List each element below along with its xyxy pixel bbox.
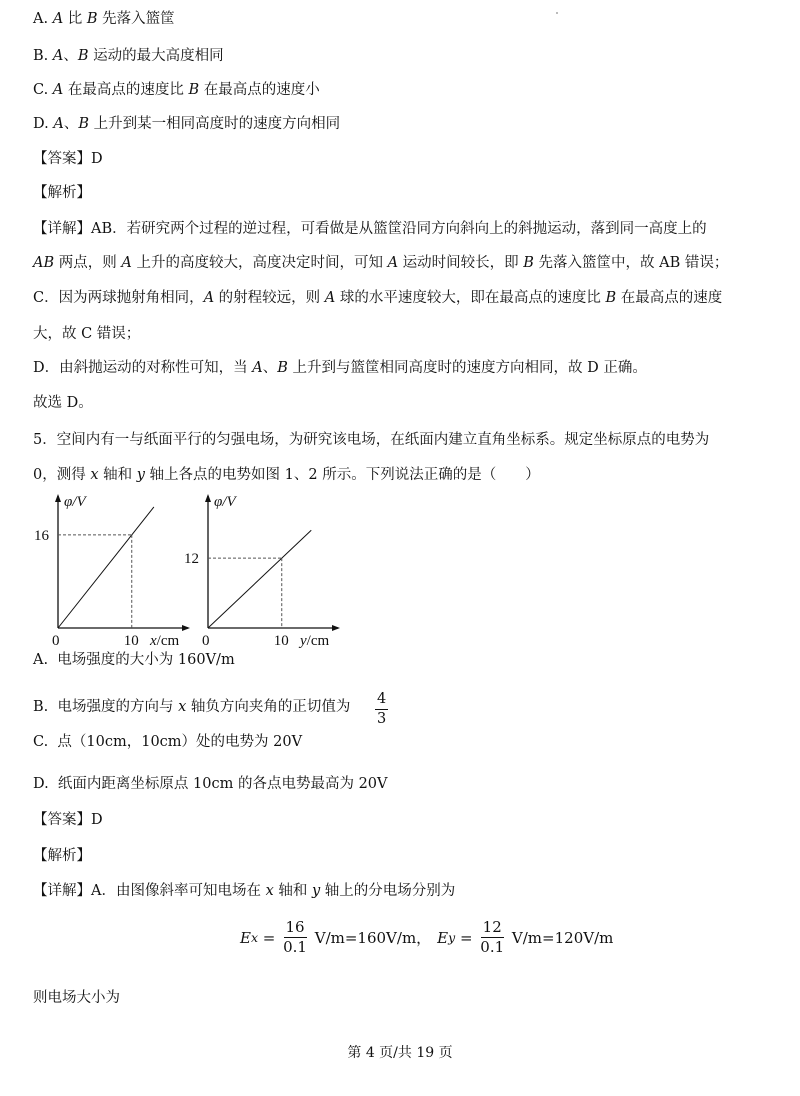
x-axis-variable: y	[300, 633, 307, 648]
text-segment: 上升的高度较大，高度决定时间，可知	[131, 255, 388, 271]
text-segment: 的射程较远，则	[214, 290, 325, 306]
text-line	[33, 881, 455, 901]
text-segment: 运动的最大高度相同	[88, 48, 224, 64]
text-segment: B.	[33, 48, 53, 64]
text-line	[33, 465, 540, 485]
text-segment: 两点，则	[54, 255, 122, 271]
math-variable: B	[523, 255, 534, 271]
text-segment: 轴上的分电场分别为	[320, 883, 456, 899]
text-line	[33, 732, 302, 752]
text-line	[33, 80, 320, 100]
math-variable: B	[77, 48, 89, 64]
text-segment: C.	[33, 82, 53, 98]
text-segment: 【答案】D	[33, 151, 103, 167]
ex-subscript: x	[250, 930, 259, 945]
x-tick-label: 0	[52, 633, 60, 648]
math-variable: B	[605, 290, 617, 306]
text-segment: 先落入篮筐	[97, 11, 175, 27]
text-segment: D.	[33, 116, 54, 132]
math-variable: B	[86, 11, 98, 27]
text-line	[33, 183, 91, 203]
text-line	[33, 774, 388, 794]
x-axis-variable: x	[150, 633, 157, 648]
y-tick-label: 16	[34, 527, 49, 544]
text-segment: 比	[63, 11, 87, 27]
equals: =	[258, 928, 281, 947]
data-line	[208, 530, 311, 628]
text-line	[33, 846, 91, 866]
x-tick-label: 10	[123, 633, 139, 648]
x-tick-label: 10	[273, 633, 289, 648]
text-segment: C．因为两球抛射角相同，	[33, 290, 204, 306]
text-segment: 、	[63, 116, 79, 132]
math-variable: B	[277, 360, 288, 376]
ey-result: V/m=120V/m	[507, 928, 614, 947]
math-variable: A	[203, 290, 215, 306]
text-segment: 轴和	[273, 883, 312, 899]
math-variable: A	[252, 360, 263, 376]
text-line	[33, 810, 103, 830]
equals: =	[455, 928, 478, 947]
ey-numerator: 12	[482, 918, 502, 936]
text-line	[33, 358, 647, 378]
option-b-fraction	[375, 690, 388, 729]
text-segment: 、	[262, 360, 278, 376]
text-segment: 在最高点的速度小	[199, 82, 320, 98]
x-axis-label	[298, 633, 329, 648]
text-segment: 上升到与篮筐相同高度时的速度方向相同，故 D 正确。	[287, 360, 647, 376]
text-segment: 大，故 C 错误；	[33, 326, 141, 342]
text-line	[33, 149, 103, 169]
math-variable: x	[90, 467, 99, 483]
ey-denominator: 0.1	[480, 938, 505, 956]
x-axis-unit: /cm	[156, 633, 180, 648]
text-segment: 球的水平速度较大，即在最高点的速度比	[335, 290, 606, 306]
y-tick-label: 12	[184, 551, 199, 568]
text-segment: 轴和	[98, 467, 137, 483]
text-line	[33, 46, 224, 66]
text-segment: 上升到某一相同高度时的速度方向相同	[88, 116, 341, 132]
text-line	[33, 9, 175, 29]
text-segment: 在最高点的速度比	[63, 82, 189, 98]
text-segment: A. 电场强度的大小为 160V/m	[33, 652, 235, 668]
text-segment: 则电场大小为	[33, 990, 120, 1006]
text-line	[33, 288, 722, 308]
text-segment: 0，测得	[33, 467, 91, 483]
text-segment: C. 点（10cm，10cm）处的电势为 20V	[33, 734, 303, 750]
text-segment: 运动时间较长，即	[398, 255, 524, 271]
text-line	[33, 697, 350, 717]
text-line	[33, 430, 709, 450]
text-segment: 故选 D。	[33, 395, 93, 411]
text-line	[33, 393, 93, 413]
x-axis-unit: /cm	[306, 633, 330, 648]
chart-figure-2	[180, 488, 340, 648]
x-axis-arrow-icon	[332, 625, 340, 631]
data-line	[58, 507, 154, 628]
text-line	[33, 219, 707, 239]
math-variable: y	[312, 883, 321, 899]
math-variable: A	[52, 82, 64, 98]
ey-subscript: y	[448, 930, 456, 945]
ex-denominator: 0.1	[283, 938, 307, 956]
chart-figure-1	[30, 488, 190, 648]
x-axis-label	[149, 633, 179, 648]
text-segment: 轴上各点的电势如图 1、2 所示。下列说法正确的是（ ）	[144, 467, 540, 483]
text-line	[33, 114, 340, 134]
page-footer: 第 4 页/共 19 页	[347, 1045, 453, 1061]
text-segment: D. 纸面内距离坐标原点 10cm 的各点电势最高为 20V	[33, 776, 388, 792]
ey-symbol: E	[437, 928, 449, 947]
math-variable: B	[78, 116, 89, 132]
fraction-numerator: 4	[375, 690, 388, 710]
ex-symbol: E	[240, 928, 251, 947]
math-variable: A	[52, 48, 64, 64]
math-variable: A	[53, 116, 64, 132]
fraction-denominator: 3	[377, 711, 387, 727]
text-segment: 【详解】AB．若研究两个过程的逆过程，可看做是从篮筐沿同方向斜向上的斜抛运动，落到同一高度上的	[33, 221, 707, 237]
text-segment: 【详解】A．由图像斜率可知电场在	[33, 883, 266, 899]
math-variable: A	[52, 11, 64, 27]
speck	[556, 12, 558, 14]
math-variable: AB	[33, 255, 55, 271]
text-segment: 在最高点的速度	[616, 290, 723, 306]
text-line	[33, 324, 140, 344]
text-segment: B. 电场强度的方向与	[33, 699, 179, 715]
math-variable: x	[265, 883, 274, 899]
text-line	[33, 988, 120, 1008]
math-variable: A	[121, 255, 132, 271]
x-tick-label: 0	[202, 633, 210, 648]
math-variable: y	[136, 467, 145, 483]
text-segment: A.	[33, 11, 53, 27]
text-segment: 、	[63, 48, 78, 64]
ey-fraction	[480, 918, 504, 957]
text-line	[33, 650, 235, 670]
text-segment: 先落入篮筐中，故 AB 错误；	[533, 255, 729, 271]
math-variable: A	[387, 255, 399, 271]
math-variable: B	[188, 82, 200, 98]
math-variable: x	[178, 699, 187, 715]
text-segment: 5．空间内有一与纸面平行的匀强电场，为研究该电场，在纸面内建立直角坐标系。规定坐标原点的电势为	[33, 432, 710, 448]
field-formula	[240, 918, 613, 957]
text-segment: 【解析】	[33, 848, 91, 864]
ex-numerator: 16	[285, 918, 305, 936]
text-segment: D．由斜抛运动的对称性可知，当	[33, 360, 253, 376]
math-variable: A	[324, 290, 336, 306]
text-segment: 【解析】	[33, 185, 91, 201]
y-axis-arrow-icon	[55, 494, 61, 502]
y-axis-arrow-icon	[205, 494, 211, 502]
text-line	[33, 253, 728, 273]
text-segment: 【答案】D	[33, 812, 103, 828]
ex-result: V/m=160V/m，	[309, 929, 432, 947]
y-axis-label: φ/V	[64, 494, 86, 510]
y-axis-label: φ/V	[214, 494, 236, 510]
text-segment: 轴负方向夹角的正切值为	[186, 699, 351, 715]
ex-fraction	[283, 918, 307, 957]
